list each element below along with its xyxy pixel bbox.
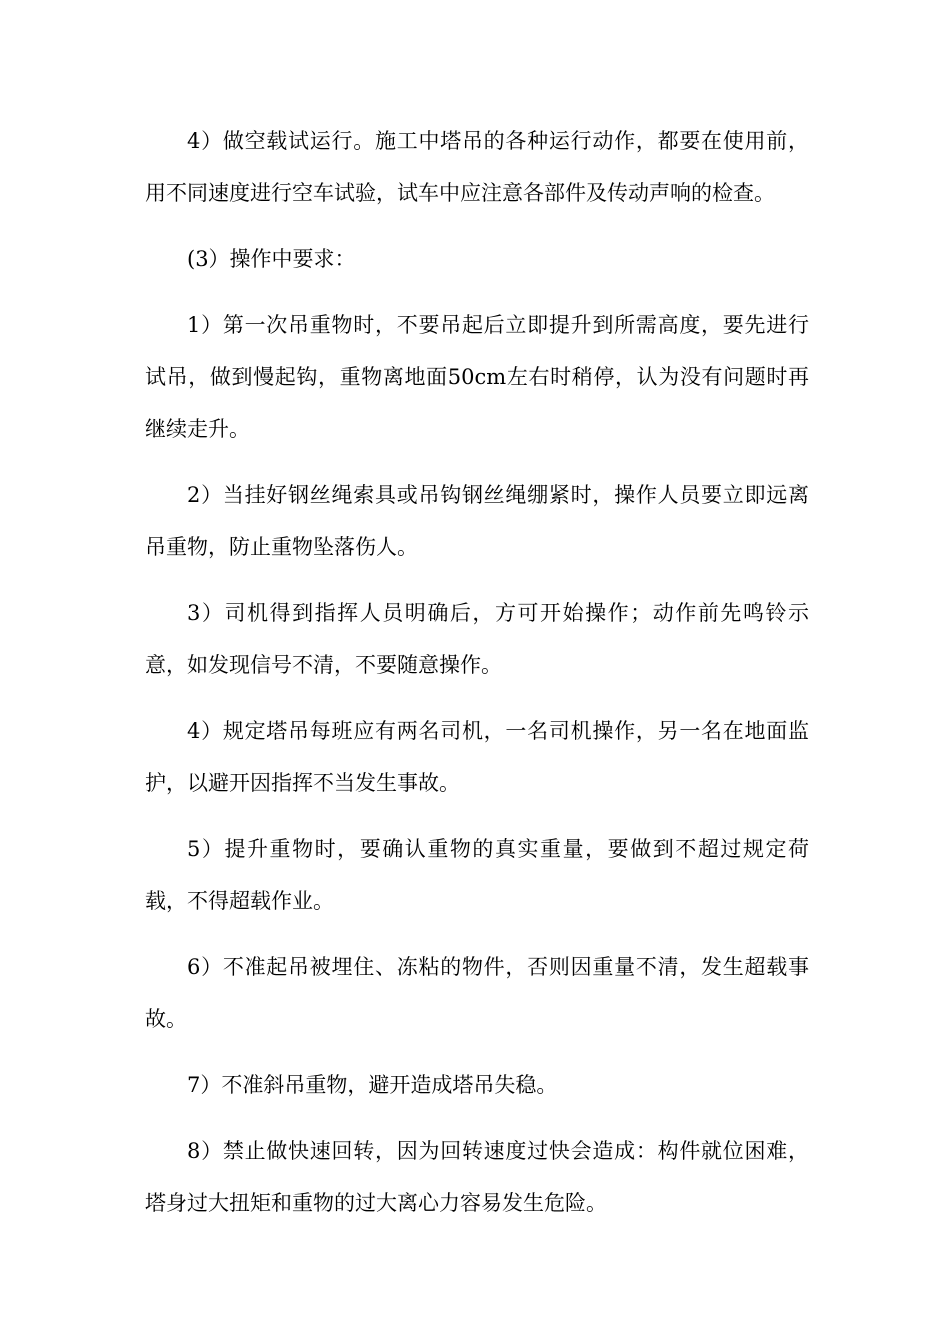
section-heading-operation-requirements: (3）操作中要求：	[187, 247, 356, 271]
paragraph-trial-run: 4）做空载试运行。施工中塔吊的各种运行动作，都要在使用前，用不同速度进行空车试验，试车中应注意各部件及传动声响的检查。	[145, 129, 809, 205]
paragraph-item-1: 1）第一次吊重物时，不要吊起后立即提升到所需高度，要先进行试吊，做到慢起钩，重物离地面50cm左右时稍停，认为没有问题时再继续走升。	[145, 313, 809, 441]
paragraph-item-5: 5）提升重物时，要确认重物的真实重量，要做到不超过规定荷载，不得超载作业。	[145, 837, 809, 913]
paragraph-item-4: 4）规定塔吊每班应有两名司机，一名司机操作，另一名在地面监护，以避开因指挥不当发生事故。	[145, 719, 809, 795]
paragraph-item-6: 6）不准起吊被埋住、冻粘的物件，否则因重量不清，发生超载事故。	[145, 955, 809, 1031]
paragraph-item-2: 2）当挂好钢丝绳索具或吊钩钢丝绳绷紧时，操作人员要立即远离吊重物，防止重物坠落伤人。	[145, 483, 809, 559]
paragraph-item-8: 8）禁止做快速回转，因为回转速度过快会造成：构件就位困难，塔身过大扭矩和重物的过大离心力容易发生危险。	[145, 1139, 809, 1215]
paragraph-item-7: 7）不准斜吊重物，避开造成塔吊失稳。	[187, 1073, 558, 1097]
paragraph-item-3: 3）司机得到指挥人员明确后，方可开始操作；动作前先鸣铃示意，如发现信号不清，不要随意操作。	[145, 601, 809, 677]
document-body	[145, 115, 809, 1243]
